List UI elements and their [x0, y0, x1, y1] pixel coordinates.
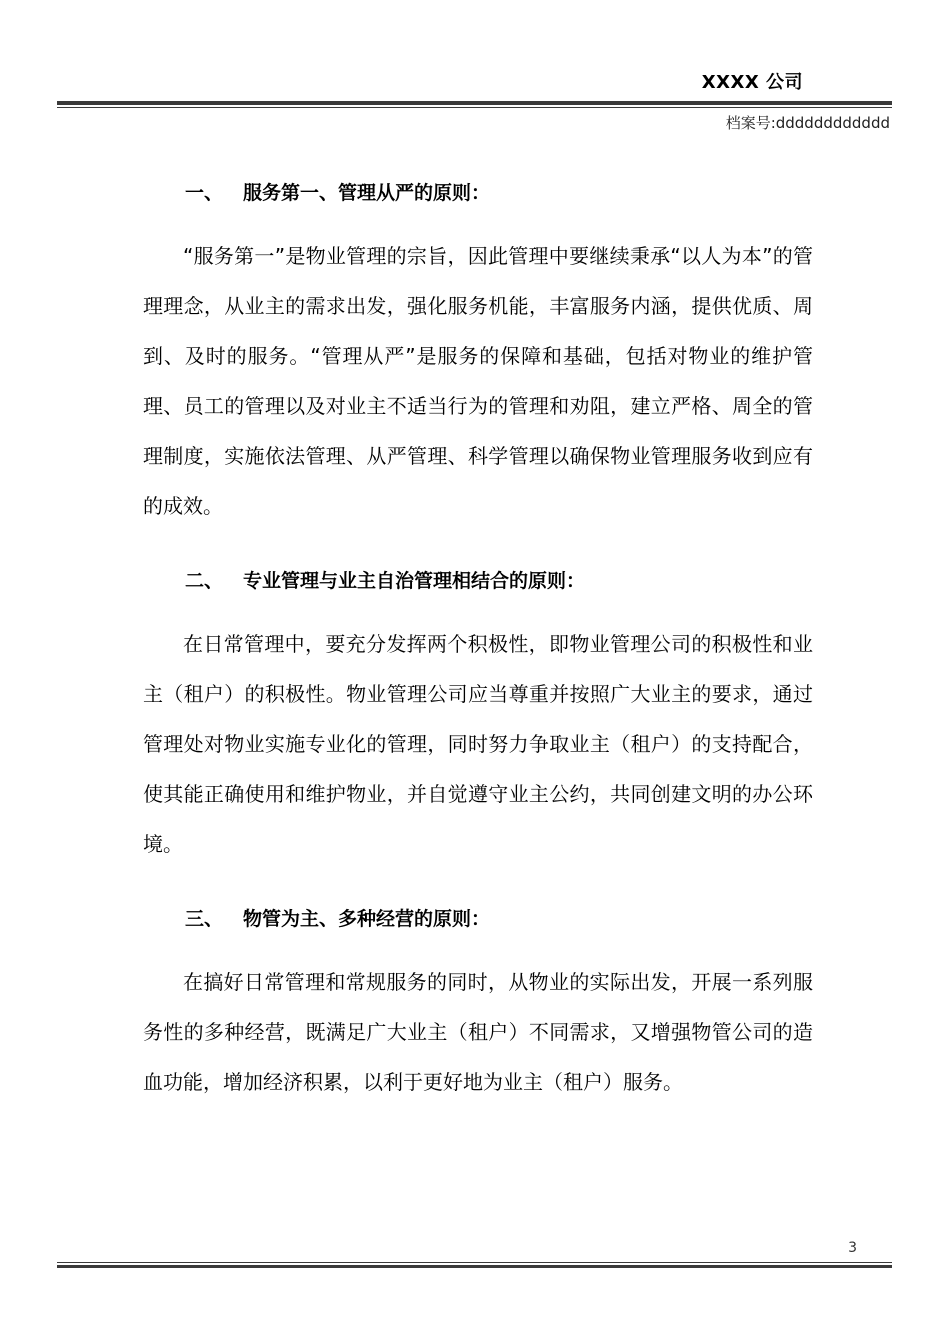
section-heading — [185, 901, 813, 937]
section-paragraph: “服务第一”是物业管理的宗旨，因此管理中要继续秉承“以人为本”的管理理念，从业主的需求出发，强化服务机能，丰富服务内涵，提供优质、周到、及时的服务。“管理从严”是服务的保障和基础，包括对物业的维护管理、员工的管理以及对业主不适当行为的管理和劝阻，建立严格、周全的管理制度，实施依法管理、从严管理、科学管理以确保物业管理服务收到应有的成效。 — [143, 244, 813, 518]
section-1 — [143, 175, 813, 531]
section-heading — [185, 175, 813, 211]
section-title: 物管为主、多种经营的原则： — [243, 908, 491, 930]
section-paragraph: 在搞好日常管理和常规服务的同时，从物业的实际出发，开展一系列服务性的多种经营，既满足广大业主（租户）不同需求，又增强物管公司的造血功能，增加经济积累，以利于更好地为业主（租户）服务。 — [143, 970, 813, 1094]
archive-number: 档案号:dddddddddddd — [725, 114, 890, 132]
header-divider — [57, 101, 892, 108]
company-name: XXXX 公司 — [701, 72, 803, 93]
footer-divider — [57, 1262, 892, 1268]
section-title: 专业管理与业主自治管理相结合的原则： — [243, 570, 586, 592]
section-paragraph: 在日常管理中，要充分发挥两个积极性，即物业管理公司的积极性和业主（租户）的积极性。物业管理公司应当尊重并按照广大业主的要求，通过管理处对物业实施专业化的管理，同时努力争取业主（租户）的支持配合，使其能正确使用和维护物业，并自觉遵守业主公约，共同创建文明的办公环境。 — [143, 632, 813, 856]
document-body — [143, 175, 813, 1139]
section-number: 一、 — [185, 182, 224, 204]
section-number: 三、 — [185, 908, 224, 930]
section-number: 二、 — [185, 570, 224, 592]
section-3 — [143, 901, 813, 1107]
section-title: 服务第一、管理从严的原则： — [243, 182, 491, 204]
section-heading — [185, 563, 813, 599]
page-number: 3 — [848, 1240, 857, 1256]
section-2 — [143, 563, 813, 869]
